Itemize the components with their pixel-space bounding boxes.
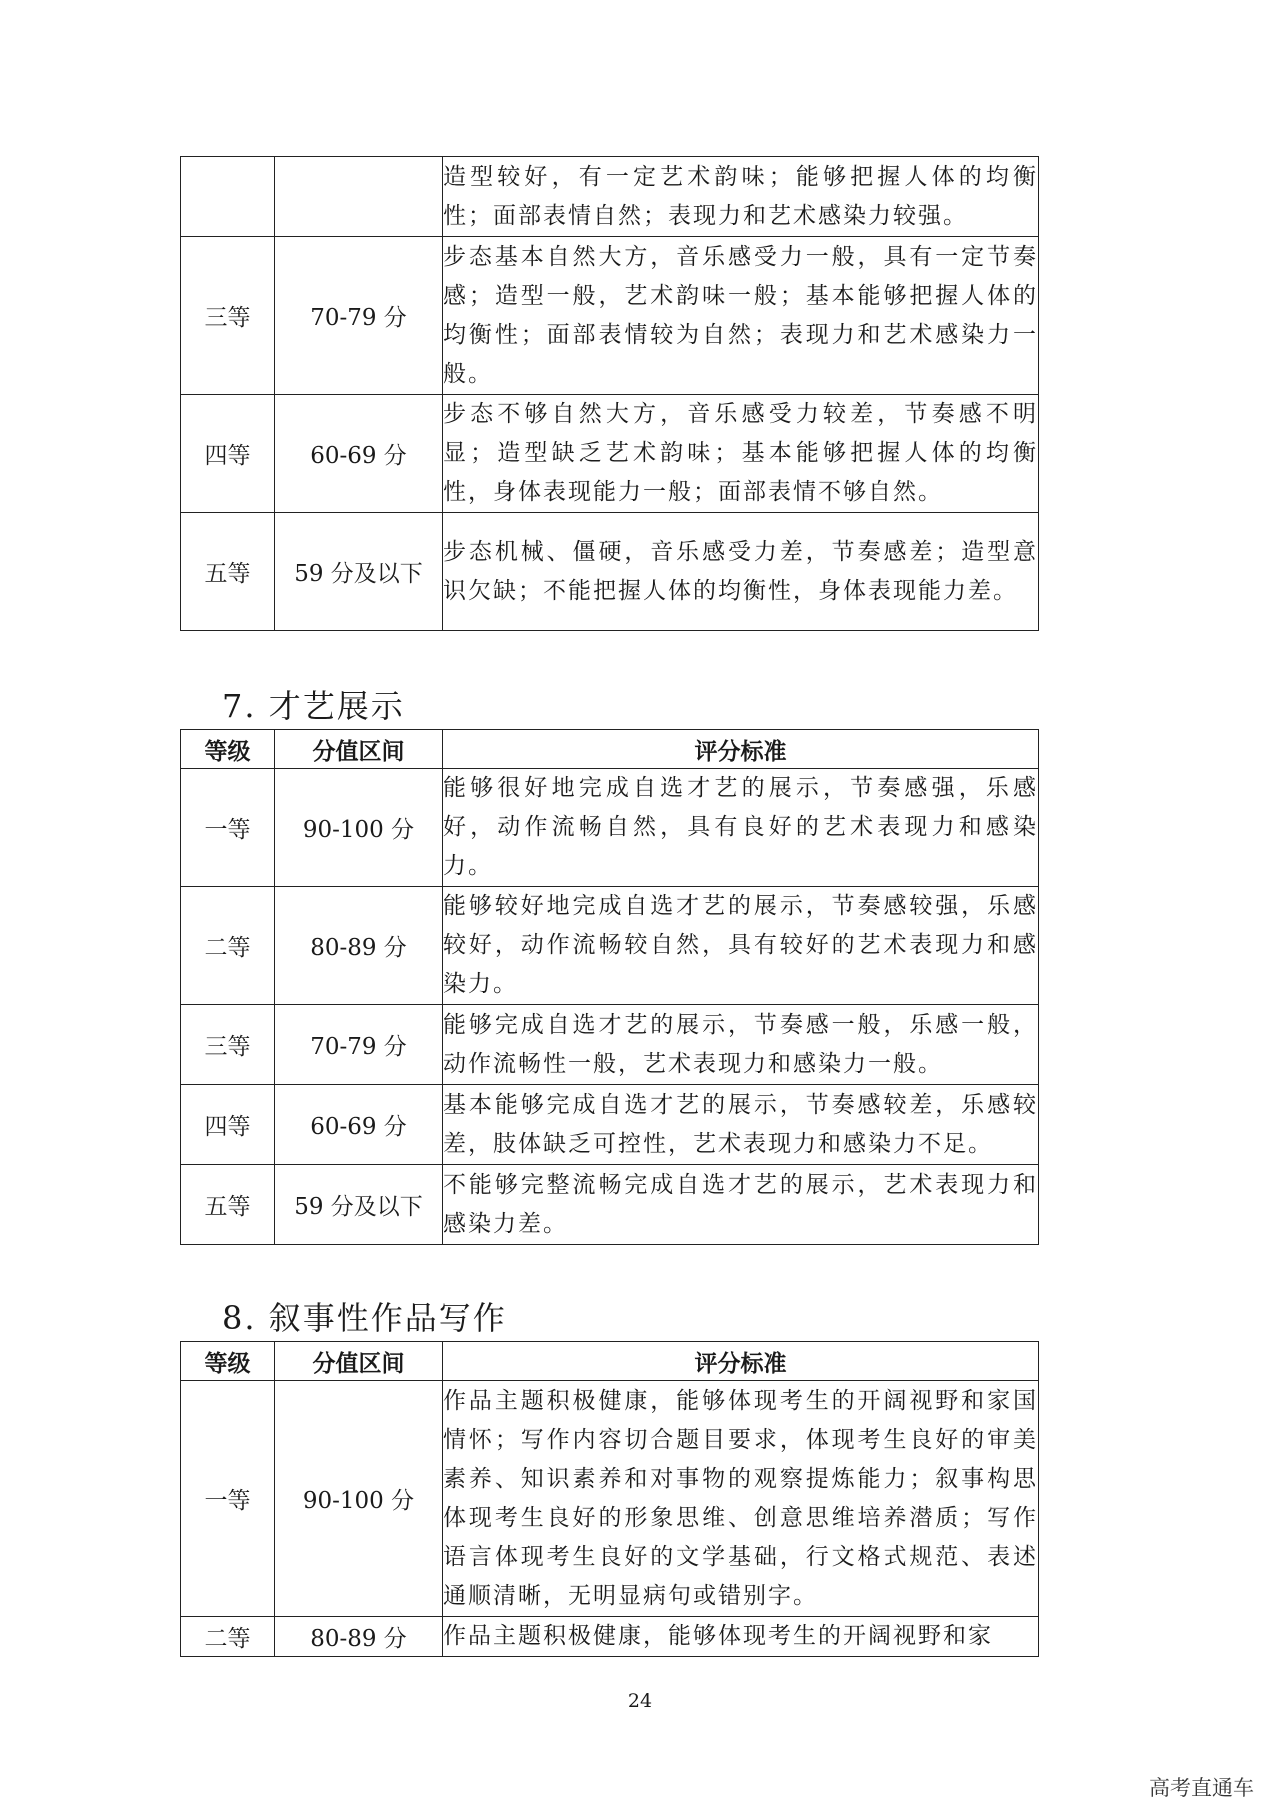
- grade-cell: 四等: [181, 1085, 275, 1165]
- page-number: 24: [627, 1690, 653, 1712]
- grade-cell: 四等: [181, 395, 275, 513]
- grade-cell: 一等: [181, 1381, 275, 1617]
- grade-cell: 二等: [181, 1617, 275, 1657]
- grade-cell: 五等: [181, 1165, 275, 1245]
- table-row: [181, 1165, 1039, 1245]
- table-row: [181, 513, 1039, 631]
- table-narrative-writing: [180, 1341, 1039, 1657]
- header-criteria: 评分标准: [443, 730, 1039, 769]
- criteria-cell: 步态不够自然大方，音乐感受力较差，节奏感不明显；造型缺乏艺术韵味；基本能够把握人体的均衡性，身体表现能力一般；面部表情不够自然。: [443, 395, 1039, 513]
- table-talent-show: [180, 729, 1039, 1245]
- table-row: [181, 1005, 1039, 1085]
- criteria-cell: 基本能够完成自选才艺的展示，节奏感较差，乐感较差，肢体缺乏可控性，艺术表现力和感染力不足。: [443, 1085, 1039, 1165]
- grade-cell: [181, 157, 275, 237]
- table-row: [181, 769, 1039, 887]
- table-row: [181, 237, 1039, 395]
- criteria-cell: 能够完成自选才艺的展示，节奏感一般，乐感一般，动作流畅性一般，艺术表现力和感染力一般。: [443, 1005, 1039, 1085]
- range-cell: 70-79 分: [275, 1005, 443, 1085]
- header-grade: 等级: [181, 1342, 275, 1381]
- table-row: [181, 1085, 1039, 1165]
- range-cell: [275, 157, 443, 237]
- section-title: 7. 才艺展示: [222, 687, 405, 725]
- criteria-cell: 作品主题积极健康，能够体现考生的开阔视野和家国情怀；写作内容切合题目要求，体现考生良好的审美素养、知识素养和对事物的观察提炼能力；叙事构思体现考生良好的形象思维、创意思维培养潜质；写作语言体现考生良好的文学基础，行文格式规范、表述通顺清晰，无明显病句或错别字。: [443, 1381, 1039, 1617]
- range-cell: 60-69 分: [275, 1085, 443, 1165]
- table-row: [181, 887, 1039, 1005]
- header-grade: 等级: [181, 730, 275, 769]
- grade-cell: 三等: [181, 237, 275, 395]
- range-cell: 59 分及以下: [275, 513, 443, 631]
- range-cell: 59 分及以下: [275, 1165, 443, 1245]
- criteria-cell: 造型较好，有一定艺术韵味；能够把握人体的均衡性；面部表情自然；表现力和艺术感染力较强。: [443, 157, 1039, 237]
- range-cell: 70-79 分: [275, 237, 443, 395]
- grade-cell: 二等: [181, 887, 275, 1005]
- header-range: 分值区间: [275, 730, 443, 769]
- criteria-cell: 步态基本自然大方，音乐感受力一般，具有一定节奏感；造型一般，艺术韵味一般；基本能够把握人体的均衡性；面部表情较为自然；表现力和艺术感染力一般。: [443, 237, 1039, 395]
- criteria-cell: 作品主题积极健康，能够体现考生的开阔视野和家: [443, 1617, 1039, 1657]
- grade-cell: 三等: [181, 1005, 275, 1085]
- header-range: 分值区间: [275, 1342, 443, 1381]
- criteria-cell: 能够很好地完成自选才艺的展示，节奏感强，乐感好，动作流畅自然，具有良好的艺术表现力和感染力。: [443, 769, 1039, 887]
- grade-cell: 一等: [181, 769, 275, 887]
- criteria-cell: 步态机械、僵硬，音乐感受力差，节奏感差；造型意识欠缺；不能把握人体的均衡性，身体表现能力差。: [443, 513, 1039, 631]
- table-header-row: [181, 1342, 1039, 1381]
- range-cell: 80-89 分: [275, 887, 443, 1005]
- header-criteria: 评分标准: [443, 1342, 1039, 1381]
- grade-cell: 五等: [181, 513, 275, 631]
- range-cell: 60-69 分: [275, 395, 443, 513]
- criteria-cell: 能够较好地完成自选才艺的展示，节奏感较强，乐感较好，动作流畅较自然，具有较好的艺术表现力和感染力。: [443, 887, 1039, 1005]
- table-row: [181, 1381, 1039, 1617]
- table-continued: [180, 156, 1039, 631]
- table-header-row: [181, 730, 1039, 769]
- table-row: [181, 395, 1039, 513]
- table-row: [181, 157, 1039, 237]
- range-cell: 90-100 分: [275, 769, 443, 887]
- section-title: 8. 叙事性作品写作: [222, 1299, 507, 1337]
- range-cell: 90-100 分: [275, 1381, 443, 1617]
- criteria-cell: 不能够完整流畅完成自选才艺的展示，艺术表现力和感染力差。: [443, 1165, 1039, 1245]
- range-cell: 80-89 分: [275, 1617, 443, 1657]
- table-row: [181, 1617, 1039, 1657]
- watermark: 高考直通车: [1149, 1776, 1254, 1800]
